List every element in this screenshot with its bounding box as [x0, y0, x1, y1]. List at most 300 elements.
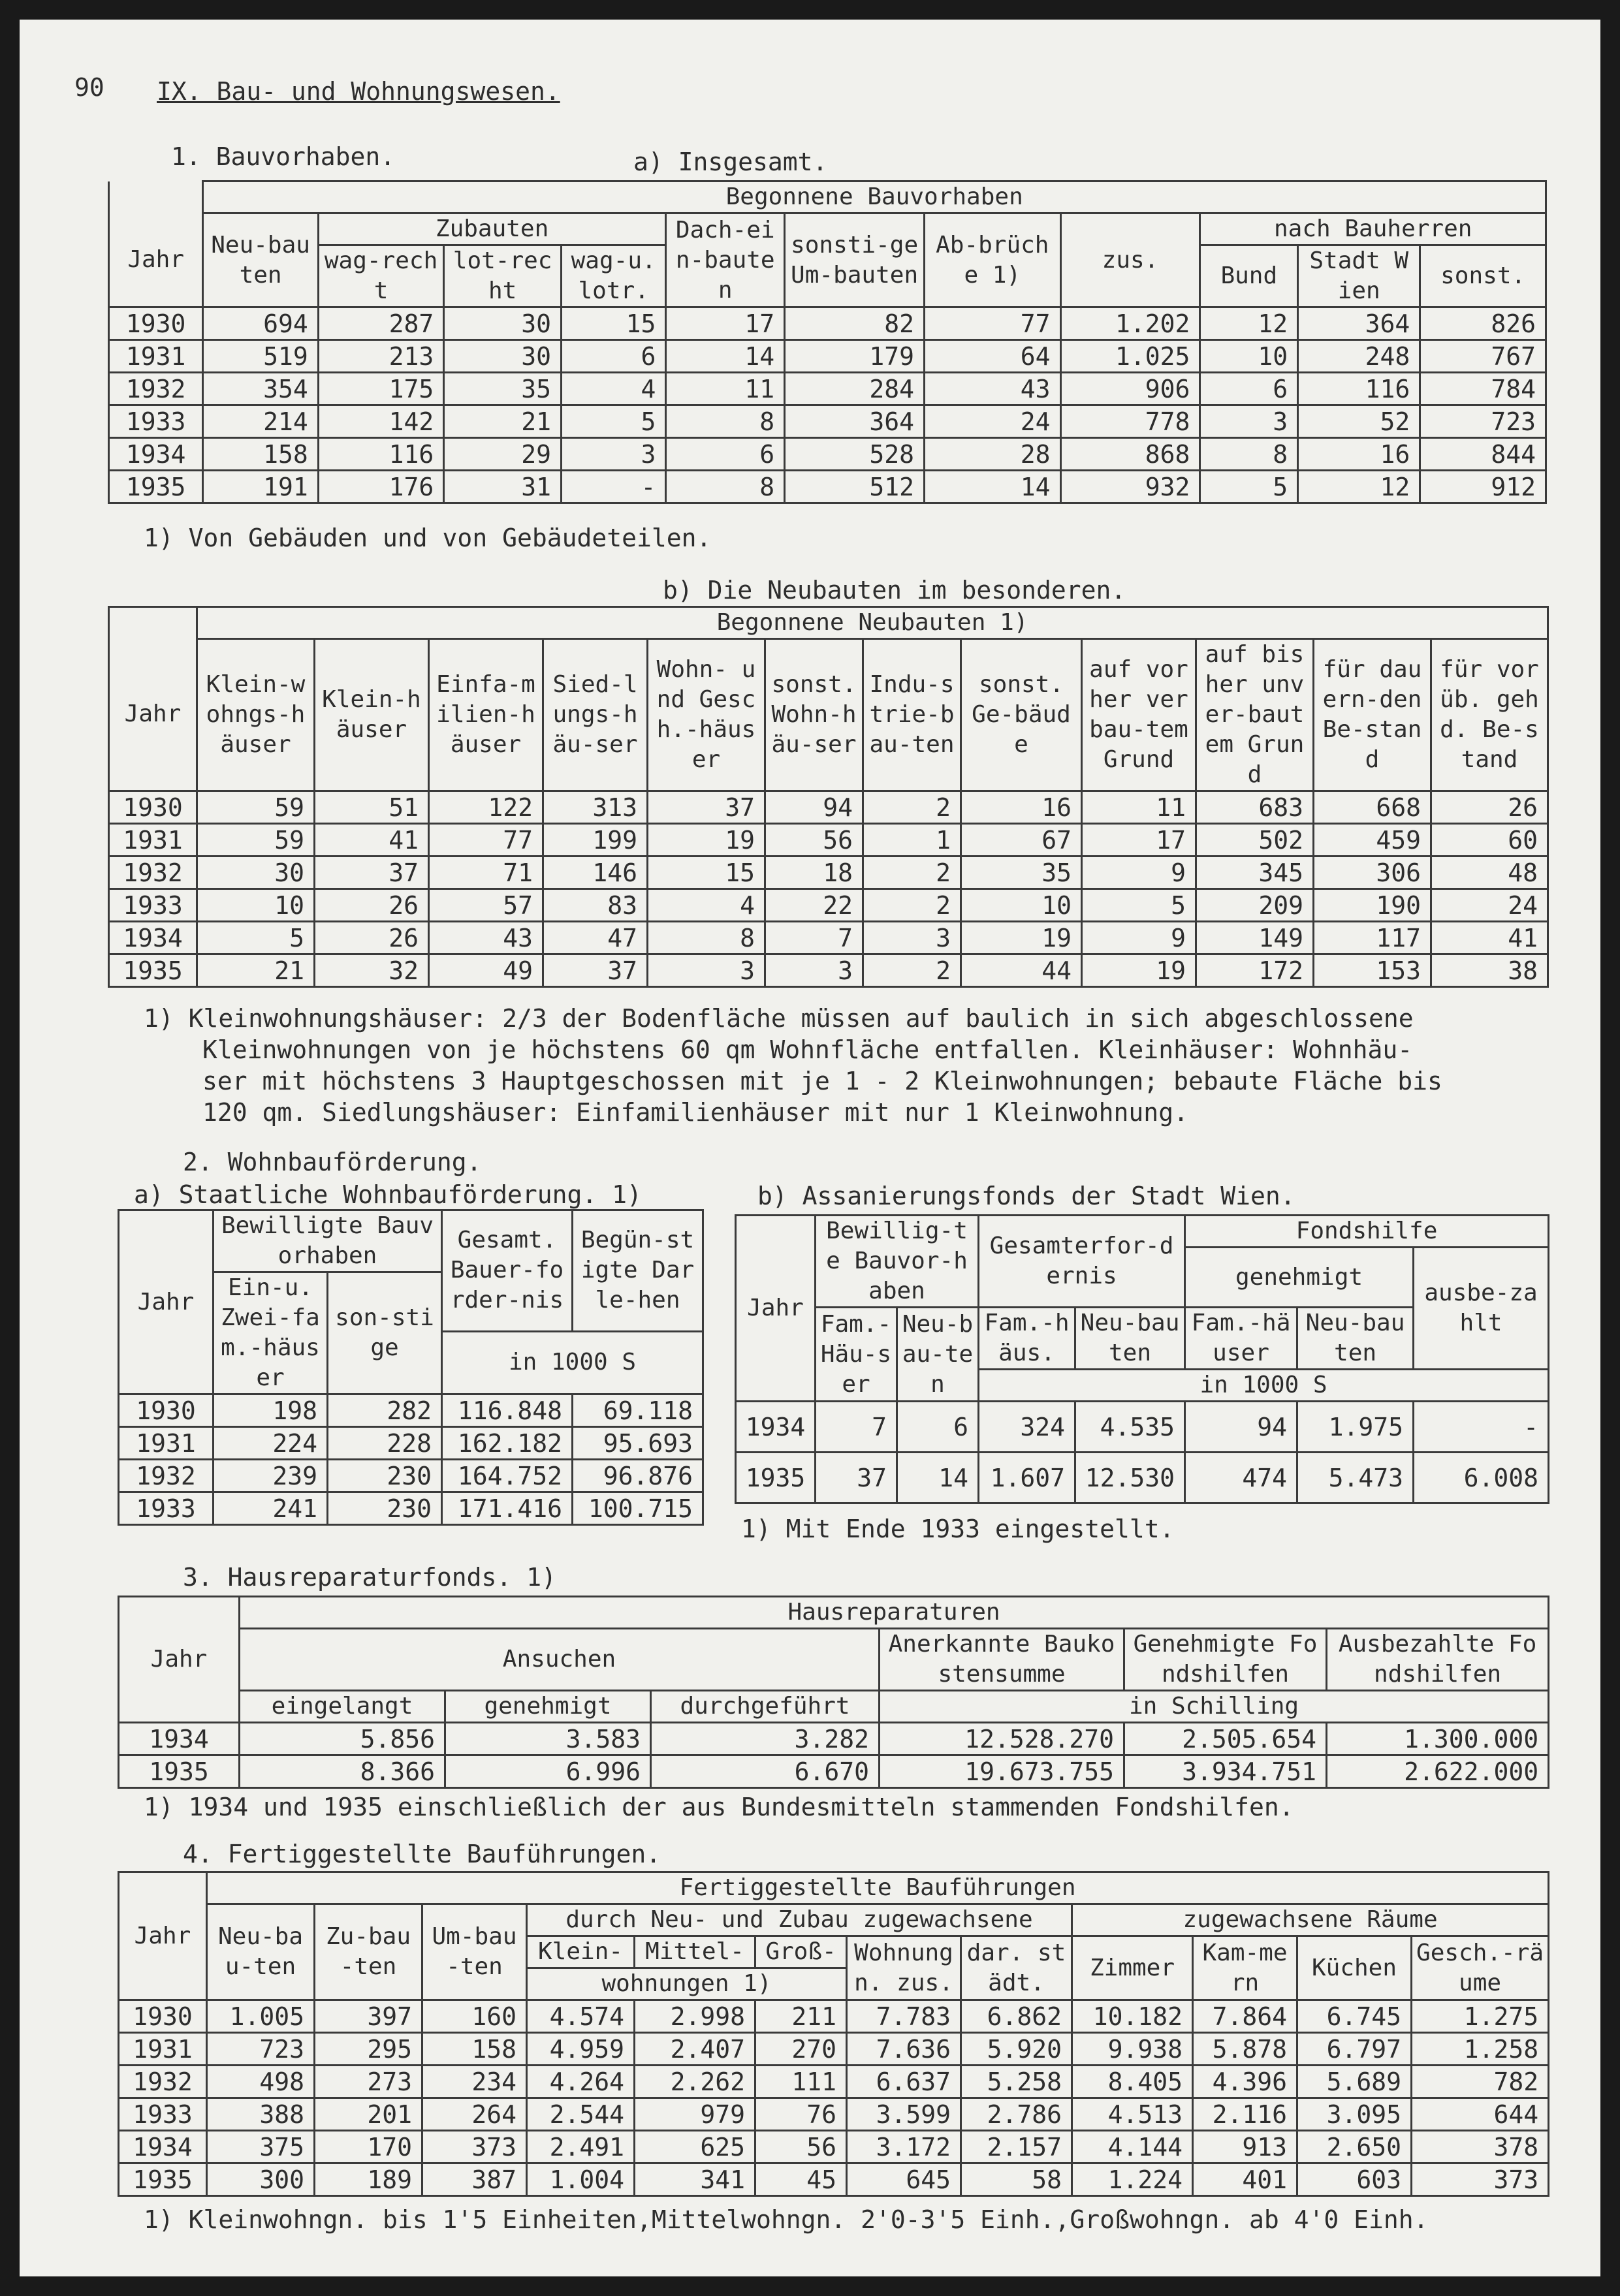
data-cell: 645: [847, 2163, 961, 2196]
data-cell: 44: [961, 954, 1082, 987]
data-cell: 56: [765, 824, 863, 857]
data-cell: 273: [315, 2066, 422, 2098]
data-cell: 21: [444, 405, 562, 438]
data-cell: 32: [315, 954, 429, 987]
data-cell: 67: [961, 824, 1082, 857]
data-cell: 96.876: [573, 1460, 703, 1492]
data-cell: 51: [315, 791, 429, 824]
row-year-cell: 1930: [119, 1394, 214, 1427]
data-cell: 3: [561, 438, 665, 471]
data-cell: 8.366: [240, 1755, 445, 1788]
data-cell: 18: [765, 857, 863, 889]
row-year-cell: 1931: [119, 1427, 214, 1460]
data-cell: 83: [543, 889, 648, 922]
header-begonnene-bauvorhaben: Begonnene Bauvorhaben: [203, 181, 1546, 213]
data-cell: 77: [925, 307, 1061, 340]
table-row: [109, 824, 1548, 857]
header-begonnene-neubauten: Begonnene Neubauten 1): [197, 607, 1548, 639]
data-cell: 300: [207, 2163, 315, 2196]
data-cell: 6: [561, 340, 665, 373]
data-cell: 35: [444, 373, 562, 405]
header-sonst: sonst.: [1420, 245, 1546, 307]
data-cell: 2: [863, 889, 961, 922]
header-neubauten: Neu-bau-ten: [897, 1308, 979, 1402]
data-cell: 14: [897, 1453, 979, 1503]
data-cell: 37: [816, 1453, 897, 1503]
header-wohnungen-zus: Wohnungn. zus.: [847, 1936, 961, 2000]
data-cell: 868: [1060, 438, 1200, 471]
data-cell: 59: [197, 791, 315, 824]
data-cell: 2.622.000: [1327, 1755, 1549, 1788]
header-abbrueche: Ab-brüche 1): [925, 213, 1061, 307]
data-cell: 2.998: [635, 2000, 755, 2033]
data-cell: 784: [1420, 373, 1546, 405]
table-row: [119, 1394, 703, 1427]
data-cell: 38: [1431, 954, 1548, 987]
data-cell: 146: [543, 857, 648, 889]
data-cell: 906: [1060, 373, 1200, 405]
data-cell: 2.262: [635, 2066, 755, 2098]
row-year-cell: 1935: [119, 1755, 240, 1788]
data-cell: 142: [318, 405, 443, 438]
section-1b-footnote-line2: Kleinwohnungen von je höchstens 60 qm Wohnfläche entfallen. Kleinhäuser: Wohnhäu-: [202, 1035, 1413, 1064]
data-cell: 8.405: [1072, 2066, 1193, 2098]
row-year-cell: 1933: [109, 405, 203, 438]
data-cell: 373: [1412, 2163, 1549, 2196]
table-neubauten: [108, 606, 1549, 988]
row-year-cell: 1931: [119, 2033, 207, 2066]
data-cell: 19: [961, 922, 1082, 954]
data-cell: 116.848: [442, 1394, 573, 1427]
data-cell: 7: [816, 1402, 897, 1453]
row-year-cell: 1931: [109, 824, 197, 857]
data-cell: 7: [765, 922, 863, 954]
header-zugewachsene-raeume: zugewachsene Räume: [1072, 1904, 1549, 1936]
table-row: [109, 889, 1548, 922]
data-cell: 6.637: [847, 2066, 961, 2098]
header-jahr: Jahr: [119, 1210, 214, 1394]
data-cell: 2.544: [527, 2098, 635, 2131]
table-row: [119, 2000, 1549, 2033]
header-famhaeuser: Fam.-Häu-ser: [816, 1308, 897, 1402]
row-year-cell: 1935: [109, 471, 203, 503]
data-cell: 5.473: [1297, 1453, 1414, 1503]
data-cell: 1.202: [1060, 307, 1200, 340]
data-cell: 1.975: [1297, 1402, 1414, 1453]
data-cell: 782: [1412, 2066, 1549, 2098]
data-cell: 6.996: [445, 1755, 651, 1788]
section-4-footnote: 1) Kleinwohngn. bis 1'5 Einheiten,Mittelwohngn. 2'0-3'5 Einh.,Großwohngn. ab 4'0 Einh.: [144, 2205, 1429, 2234]
data-cell: 3: [765, 954, 863, 987]
table-row: [119, 2033, 1549, 2066]
table-row: [119, 2131, 1549, 2163]
table-row: [736, 1402, 1549, 1453]
header-nach-bauherren: nach Bauherren: [1200, 213, 1546, 245]
data-cell: 19: [1082, 954, 1196, 987]
header-neubauten: Neu-bauten: [203, 213, 318, 307]
data-cell: 844: [1420, 438, 1546, 471]
header-dauernder-bestand: für dauern-den Be-stand: [1314, 639, 1431, 791]
data-cell: 17: [666, 307, 785, 340]
section-2-title: 2. Wohnbauförderung.: [183, 1148, 482, 1176]
data-cell: 116: [318, 438, 443, 471]
header-famhaeus: Fam.-häus.: [979, 1308, 1075, 1370]
data-cell: 1.275: [1412, 2000, 1549, 2033]
data-cell: 64: [925, 340, 1061, 373]
data-cell: 239: [214, 1460, 328, 1492]
table-row: [119, 1427, 703, 1460]
data-cell: 397: [315, 2000, 422, 2033]
data-cell: 111: [755, 2066, 847, 2098]
table-row: [109, 954, 1548, 987]
data-cell: 683: [1196, 791, 1314, 824]
data-cell: 7.636: [847, 2033, 961, 2066]
data-cell: 826: [1420, 307, 1546, 340]
data-cell: 341: [635, 2163, 755, 2196]
data-cell: 512: [785, 471, 925, 503]
section-2b-footnote: 1) Mit Ende 1933 eingestellt.: [741, 1515, 1175, 1543]
row-year-cell: 1934: [736, 1402, 816, 1453]
section-1b-footnote-line4: 120 qm. Siedlungshäuser: Einfamilienhäuser mit nur 1 Kleinwohnung.: [202, 1098, 1188, 1127]
data-cell: 378: [1412, 2131, 1549, 2163]
header-jahr: Jahr: [109, 213, 203, 307]
header-vorher-verbaut: auf vorher verbau-tem Grund: [1082, 639, 1196, 791]
header-mittel: Mittel-: [635, 1936, 755, 1968]
header-geschaeftsraeume: Gesch.-räume: [1412, 1936, 1549, 2000]
section-3-footnote: 1) 1934 und 1935 einschließlich der aus Bundesmitteln stammenden Fondshilfen.: [144, 1793, 1294, 1821]
data-cell: 375: [207, 2131, 315, 2163]
data-cell: 264: [422, 2098, 527, 2131]
data-cell: 41: [1431, 922, 1548, 954]
header-zubauten: Zu-bau-ten: [315, 1904, 422, 2000]
header-kammern: Kam-mern: [1193, 1936, 1297, 2000]
data-cell: 6: [1200, 373, 1298, 405]
data-cell: 668: [1314, 791, 1431, 824]
data-cell: 52: [1298, 405, 1420, 438]
data-cell: 287: [318, 307, 443, 340]
data-cell: 5.920: [961, 2033, 1072, 2066]
data-cell: 474: [1185, 1453, 1297, 1503]
row-year-cell: 1932: [119, 2066, 207, 2098]
data-cell: -: [1414, 1402, 1549, 1453]
data-cell: 603: [1297, 2163, 1412, 2196]
data-cell: 9: [1082, 922, 1196, 954]
data-cell: 12.528.270: [880, 1723, 1124, 1755]
data-cell: 22: [765, 889, 863, 922]
data-cell: 71: [429, 857, 543, 889]
header-neubauten: Neu-bau-ten: [207, 1904, 315, 2000]
data-cell: 5: [197, 922, 315, 954]
data-cell: 153: [1314, 954, 1431, 987]
data-cell: 43: [429, 922, 543, 954]
header-jahr: Jahr: [119, 1597, 240, 1723]
header-siedlungshaeuser: Sied-lungs-häu-ser: [543, 639, 648, 791]
header-zubauten: Zubauten: [318, 213, 666, 245]
data-cell: 10: [1200, 340, 1298, 373]
data-cell: 41: [315, 824, 429, 857]
data-cell: 19: [648, 824, 765, 857]
table-hausreparaturfonds: [118, 1596, 1549, 1789]
data-cell: 175: [318, 373, 443, 405]
data-cell: 3.172: [847, 2131, 961, 2163]
section-4-title: 4. Fertiggestellte Bauführungen.: [183, 1840, 661, 1868]
data-cell: 459: [1314, 824, 1431, 857]
row-year-cell: 1935: [736, 1453, 816, 1503]
data-cell: 8: [648, 922, 765, 954]
header-fondshilfe: Fondshilfe: [1185, 1216, 1549, 1248]
data-cell: 100.715: [573, 1492, 703, 1525]
data-cell: 1.300.000: [1327, 1723, 1549, 1755]
data-cell: 932: [1060, 471, 1200, 503]
data-cell: 2: [863, 791, 961, 824]
data-cell: 241: [214, 1492, 328, 1525]
data-cell: 723: [207, 2033, 315, 2066]
row-year-cell: 1931: [109, 340, 203, 373]
data-cell: 9: [1082, 857, 1196, 889]
row-year-cell: 1934: [109, 922, 197, 954]
header-kleinhaeuser: Klein-häuser: [315, 639, 429, 791]
data-cell: 11: [1082, 791, 1196, 824]
header-dar-staedt: dar. städt.: [961, 1936, 1072, 2000]
row-year-cell: 1934: [119, 2131, 207, 2163]
data-cell: 270: [755, 2033, 847, 2066]
data-cell: 21: [197, 954, 315, 987]
data-cell: 5.689: [1297, 2066, 1412, 2098]
header-bewilligte-bauvorhaben: Bewillig-te Bauvor-haben: [816, 1216, 979, 1308]
data-cell: 30: [444, 340, 562, 373]
header-voruebergehender-bestand: für vorüb. gehd. Be-stand: [1431, 639, 1548, 791]
header-lotrecht: lot-recht: [444, 245, 562, 307]
section-1b-subtitle: b) Die Neubauten im besonderen.: [663, 576, 1126, 605]
header-famhaeuser-genehmigt: Fam.-häuser: [1185, 1308, 1297, 1370]
data-cell: 122: [429, 791, 543, 824]
data-cell: 19.673.755: [880, 1755, 1124, 1788]
data-cell: 117: [1314, 922, 1431, 954]
header-jahr: Jahr: [109, 639, 197, 791]
data-cell: 47: [543, 922, 648, 954]
row-year-cell: 1934: [109, 438, 203, 471]
data-cell: 12.530: [1075, 1453, 1185, 1503]
row-year-cell: 1932: [109, 373, 203, 405]
table-row: [119, 2098, 1549, 2131]
data-cell: 3: [1200, 405, 1298, 438]
table-row: [109, 471, 1546, 503]
data-cell: 158: [203, 438, 318, 471]
header-unit-schilling: in Schilling: [880, 1691, 1549, 1723]
data-cell: 158: [422, 2033, 527, 2066]
data-cell: 5.878: [1193, 2033, 1297, 2066]
data-cell: 209: [1196, 889, 1314, 922]
data-cell: 498: [207, 2066, 315, 2098]
data-cell: 77: [429, 824, 543, 857]
data-cell: 2.116: [1193, 2098, 1297, 2131]
data-cell: 58: [961, 2163, 1072, 2196]
table-row: [119, 1460, 703, 1492]
data-cell: 211: [755, 2000, 847, 2033]
data-cell: 37: [648, 791, 765, 824]
data-cell: 26: [315, 922, 429, 954]
header-umbauten: Um-bau-ten: [422, 1904, 527, 2000]
row-year-cell: 1930: [119, 2000, 207, 2033]
data-cell: 2: [863, 954, 961, 987]
data-cell: 11: [666, 373, 785, 405]
header-neubauten-gesamt: Neu-bauten: [1075, 1308, 1185, 1370]
data-cell: 176: [318, 471, 443, 503]
row-year-cell: 1930: [109, 307, 203, 340]
row-year-cell: 1935: [119, 2163, 207, 2196]
data-cell: 3.583: [445, 1723, 651, 1755]
data-cell: 3.095: [1297, 2098, 1412, 2131]
data-cell: 2.491: [527, 2131, 635, 2163]
header-industriebauten: Indu-strie-bau-ten: [863, 639, 961, 791]
header-hausreparaturen: Hausreparaturen: [240, 1597, 1549, 1629]
data-cell: 198: [214, 1394, 328, 1427]
data-cell: 4.959: [527, 2033, 635, 2066]
data-cell: 373: [422, 2131, 527, 2163]
table-row: [109, 373, 1546, 405]
data-cell: 16: [961, 791, 1082, 824]
header-zus: zus.: [1060, 213, 1200, 307]
row-year-cell: 1935: [109, 954, 197, 987]
data-cell: 15: [648, 857, 765, 889]
data-cell: 49: [429, 954, 543, 987]
data-cell: 26: [1431, 791, 1548, 824]
data-cell: 8: [1200, 438, 1298, 471]
data-cell: 767: [1420, 340, 1546, 373]
header-dacheinbauten: Dach-ein-bauten: [666, 213, 785, 307]
data-cell: 625: [635, 2131, 755, 2163]
data-cell: 6.670: [651, 1755, 880, 1788]
data-cell: 69.118: [573, 1394, 703, 1427]
data-cell: 4: [648, 889, 765, 922]
table-bauvorhaben-insgesamt: [108, 180, 1547, 504]
data-cell: 8: [666, 471, 785, 503]
header-eingelangt: eingelangt: [240, 1691, 445, 1723]
section-1b-footnote-line1: 1) Kleinwohnungshäuser: 2/3 der Bodenfläche müssen auf baulich in sich abgeschlossene: [144, 1004, 1414, 1033]
header-genehmigt: genehmigt: [1185, 1248, 1414, 1308]
data-cell: 913: [1193, 2131, 1297, 2163]
data-cell: 502: [1196, 824, 1314, 857]
data-cell: 95.693: [573, 1427, 703, 1460]
header-sonstige-umbauten: sonsti-ge Um-bauten: [785, 213, 925, 307]
data-cell: 5: [1082, 889, 1196, 922]
data-cell: 31: [444, 471, 562, 503]
data-cell: 8: [666, 405, 785, 438]
header-kuechen: Küchen: [1297, 1936, 1412, 2000]
header-jahr: Jahr: [736, 1216, 816, 1402]
header-anerkannte-baukostensumme: Anerkannte Baukostensumme: [880, 1629, 1124, 1691]
data-cell: 2.157: [961, 2131, 1072, 2163]
data-cell: 29: [444, 438, 562, 471]
data-cell: 1: [863, 824, 961, 857]
header-genehmigte-fondshilfen: Genehmigte Fondshilfen: [1124, 1629, 1327, 1691]
row-year-cell: 1933: [119, 2098, 207, 2131]
data-cell: 6.862: [961, 2000, 1072, 2033]
data-cell: 10: [197, 889, 315, 922]
header-bund: Bund: [1200, 245, 1298, 307]
data-cell: 5.856: [240, 1723, 445, 1755]
data-cell: 45: [755, 2163, 847, 2196]
section-1b-footnote-line3: ser mit höchstens 3 Hauptgeschossen mit je 1 - 2 Kleinwohnungen; bebaute Fläche bis: [202, 1067, 1442, 1095]
data-cell: 5: [561, 405, 665, 438]
data-cell: 4.144: [1072, 2131, 1193, 2163]
row-year-cell: 1932: [119, 1460, 214, 1492]
data-cell: 3: [863, 922, 961, 954]
data-cell: 201: [315, 2098, 422, 2131]
header-zimmer: Zimmer: [1072, 1936, 1193, 2000]
data-cell: 164.752: [442, 1460, 573, 1492]
row-year-cell: 1933: [109, 889, 197, 922]
data-cell: 230: [328, 1492, 442, 1525]
row-year-cell: 1932: [109, 857, 197, 889]
data-cell: 12: [1298, 471, 1420, 503]
row-year-cell: 1933: [119, 1492, 214, 1525]
table-row: [119, 2066, 1549, 2098]
data-cell: 171.416: [442, 1492, 573, 1525]
data-cell: 324: [979, 1402, 1075, 1453]
section-1-title: 1. Bauvorhaben.: [171, 142, 396, 171]
table-staatliche-wohnbaufoerderung: [118, 1209, 704, 1526]
data-cell: 7.783: [847, 2000, 961, 2033]
data-cell: 313: [543, 791, 648, 824]
data-cell: 76: [755, 2098, 847, 2131]
table-assanierungsfonds: [735, 1214, 1549, 1504]
data-cell: 3: [648, 954, 765, 987]
table-row: [109, 340, 1546, 373]
data-cell: 284: [785, 373, 925, 405]
data-cell: 24: [925, 405, 1061, 438]
data-cell: 2.407: [635, 2033, 755, 2066]
data-cell: 364: [785, 405, 925, 438]
data-cell: 7.864: [1193, 2000, 1297, 2033]
data-cell: 48: [1431, 857, 1548, 889]
data-cell: 1.005: [207, 2000, 315, 2033]
data-cell: 37: [543, 954, 648, 987]
data-cell: 4.396: [1193, 2066, 1297, 2098]
header-gross: Groß-: [755, 1936, 847, 1968]
header-ansuchen: Ansuchen: [240, 1629, 880, 1691]
data-cell: 6: [897, 1402, 979, 1453]
data-cell: 5.258: [961, 2066, 1072, 2098]
header-unit-1000s: in 1000 S: [442, 1331, 703, 1394]
data-cell: 10.182: [1072, 2000, 1193, 2033]
header-unit-1000s: in 1000 S: [979, 1370, 1549, 1402]
row-year-cell: 1934: [119, 1723, 240, 1755]
data-cell: 56: [755, 2131, 847, 2163]
header-wagrecht: wag-recht: [318, 245, 443, 307]
section-1a-subtitle: a) Insgesamt.: [633, 148, 828, 176]
data-cell: 306: [1314, 857, 1431, 889]
data-cell: 2.505.654: [1124, 1723, 1327, 1755]
table-row: [736, 1453, 1549, 1503]
data-cell: 57: [429, 889, 543, 922]
data-cell: 15: [561, 307, 665, 340]
data-cell: 17: [1082, 824, 1196, 857]
document-page: [20, 20, 1600, 2276]
data-cell: 170: [315, 2131, 422, 2163]
data-cell: 213: [318, 340, 443, 373]
row-year-cell: 1930: [109, 791, 197, 824]
header-ausbezahlte-fondshilfen: Ausbezahlte Fondshilfen: [1327, 1629, 1549, 1691]
data-cell: 778: [1060, 405, 1200, 438]
table-row: [119, 1723, 1549, 1755]
data-cell: 214: [203, 405, 318, 438]
data-cell: 6: [666, 438, 785, 471]
data-cell: 35: [961, 857, 1082, 889]
table-row: [119, 1492, 703, 1525]
data-cell: 43: [925, 373, 1061, 405]
data-cell: 179: [785, 340, 925, 373]
